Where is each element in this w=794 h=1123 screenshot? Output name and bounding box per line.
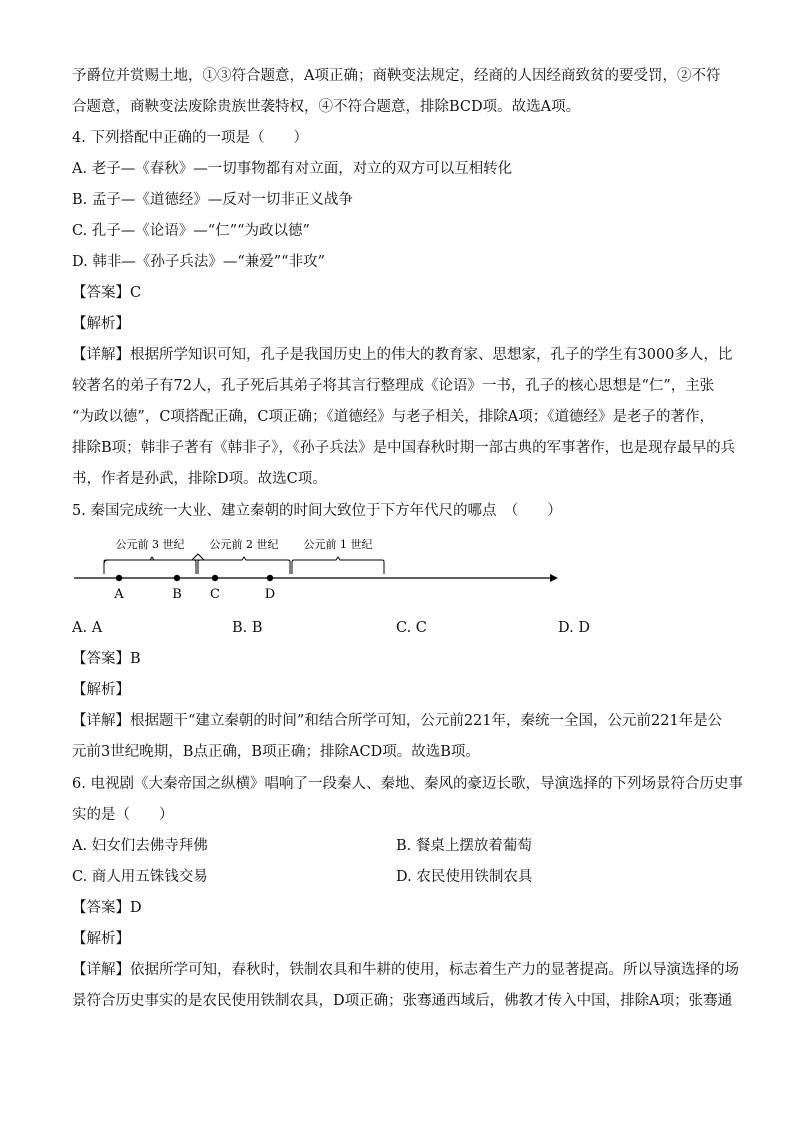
point-d-dot [267, 575, 273, 581]
q4-analysis-label: 【解析】 [72, 316, 130, 332]
q6-option-d: D. 农民使用铁制农具 [396, 869, 533, 885]
q4-detail-line: 【详解】根据所学知识可知，孔子是我国历史上的伟大的教育家、思想家，孔子的学生有3000多人，比 [72, 347, 733, 363]
q4-option-c: C. 孔子—《论语》—“仁”“为政以德” [72, 223, 310, 239]
bracket-outline-2 [198, 557, 290, 574]
q4-detail-line: 较著名的弟子有72人，孔子死后其弟子将其言行整理成《论语》一书，孔子的核心思想是“仁”，主张 [72, 378, 715, 394]
point-d-label: D [264, 587, 276, 602]
q4-detail-line: 排除B项；韩非子著有《韩非子》，《孙子兵法》是中国春秋时期一部古典的军事著作，也是现存最早的兵 [72, 440, 736, 456]
q5-option-a: A. A [72, 620, 103, 636]
question-4-stem: 4. 下列搭配中正确的一项是（ ） [72, 130, 308, 146]
segment-label-3: 公元前 3 世纪 [115, 538, 185, 551]
q5-option-d: D. D [558, 620, 590, 636]
bracket-outline-3 [104, 557, 196, 574]
q4-option-b: B. 孟子—《道德经》—反对一切非正义战争 [72, 192, 353, 208]
q6-option-a: A. 妇女们去佛寺拜佛 [72, 838, 208, 854]
point-a-dot [116, 575, 122, 581]
question-6-stem: 6. 电视剧《大秦帝国之纵横》唱响了一段秦人、秦地、秦风的豪迈长歌，导演选择的下列场景符合历史事 [72, 776, 743, 792]
q5-option-c: C. C [396, 620, 427, 636]
q4-detail-line: 书，作者是孙武，排除D项。故选C项。 [72, 471, 327, 487]
q5-detail-line: 【详解】根据题干“建立秦朝的时间”和结合所学可知，公元前221年，秦统一全国，公元前221年是公 [72, 713, 723, 729]
century-bracket-3 [104, 554, 204, 574]
q5-detail-line: 元前3世纪晚期，B点正确，B项正确；排除ACD项。故选B项。 [72, 744, 480, 760]
q6-detail-line: 【详解】依据所学可知，春秋时，铁制农具和牛耕的使用，标志着生产力的显著提高。所以导演选择的场 [72, 962, 739, 978]
q4-option-d: D. 韩非—《孙子兵法》—“兼爱”“非攻” [72, 254, 325, 270]
q6-analysis-label: 【解析】 [72, 931, 130, 947]
point-b-label: B [172, 587, 182, 602]
q5-option-b: B. B [232, 620, 263, 636]
point-b-dot [174, 575, 180, 581]
paragraph-line: 合题意，商鞅变法废除贵族世袭特权，④不符合题意，排除BCD项。故选A项。 [72, 99, 581, 115]
point-a-label: A [114, 587, 124, 602]
q6-detail-line: 景符合历史事实的是农民使用铁制农具，D项正确；张骞通西域后，佛教才传入中国，排除A项；张骞通 [72, 993, 733, 1009]
q6-option-b: B. 餐桌上摆放着葡萄 [396, 838, 532, 854]
segment-label-2: 公元前 2 世纪 [209, 538, 279, 551]
point-c-dot [212, 575, 218, 581]
q5-analysis-label: 【解析】 [72, 682, 130, 698]
question-5-stem: 5. 秦国完成统一大业、建立秦朝的时间大致位于下方年代尺的哪点 （ ） [72, 503, 562, 519]
bracket-outline-1 [292, 557, 384, 574]
q5-answer: 【答案】B [72, 651, 141, 667]
q4-answer: 【答案】C [72, 285, 142, 301]
q4-detail-line: “为政以德”，C项搭配正确，C项正确；《道德经》与老子相关，排除A项；《道德经》是老子的著作， [72, 409, 714, 425]
axis-arrow [550, 574, 558, 582]
question-6-stem-cont: 实的是（ ） [72, 807, 174, 823]
q6-option-c: C. 商人用五铢钱交易 [72, 869, 208, 885]
segment-label-1: 公元前 1 世纪 [303, 538, 373, 551]
timeline-diagram [60, 528, 570, 608]
q4-option-a: A. 老子—《春秋》—一切事物都有对立面，对立的双方可以互相转化 [72, 161, 513, 177]
q6-answer: 【答案】D [72, 900, 142, 916]
point-c-label: C [210, 587, 220, 602]
paragraph-line: 予爵位并赏赐土地，①③符合题意，A项正确；商鞅变法规定，经商的人因经商致贫的要受罚，②不符 [72, 68, 721, 84]
